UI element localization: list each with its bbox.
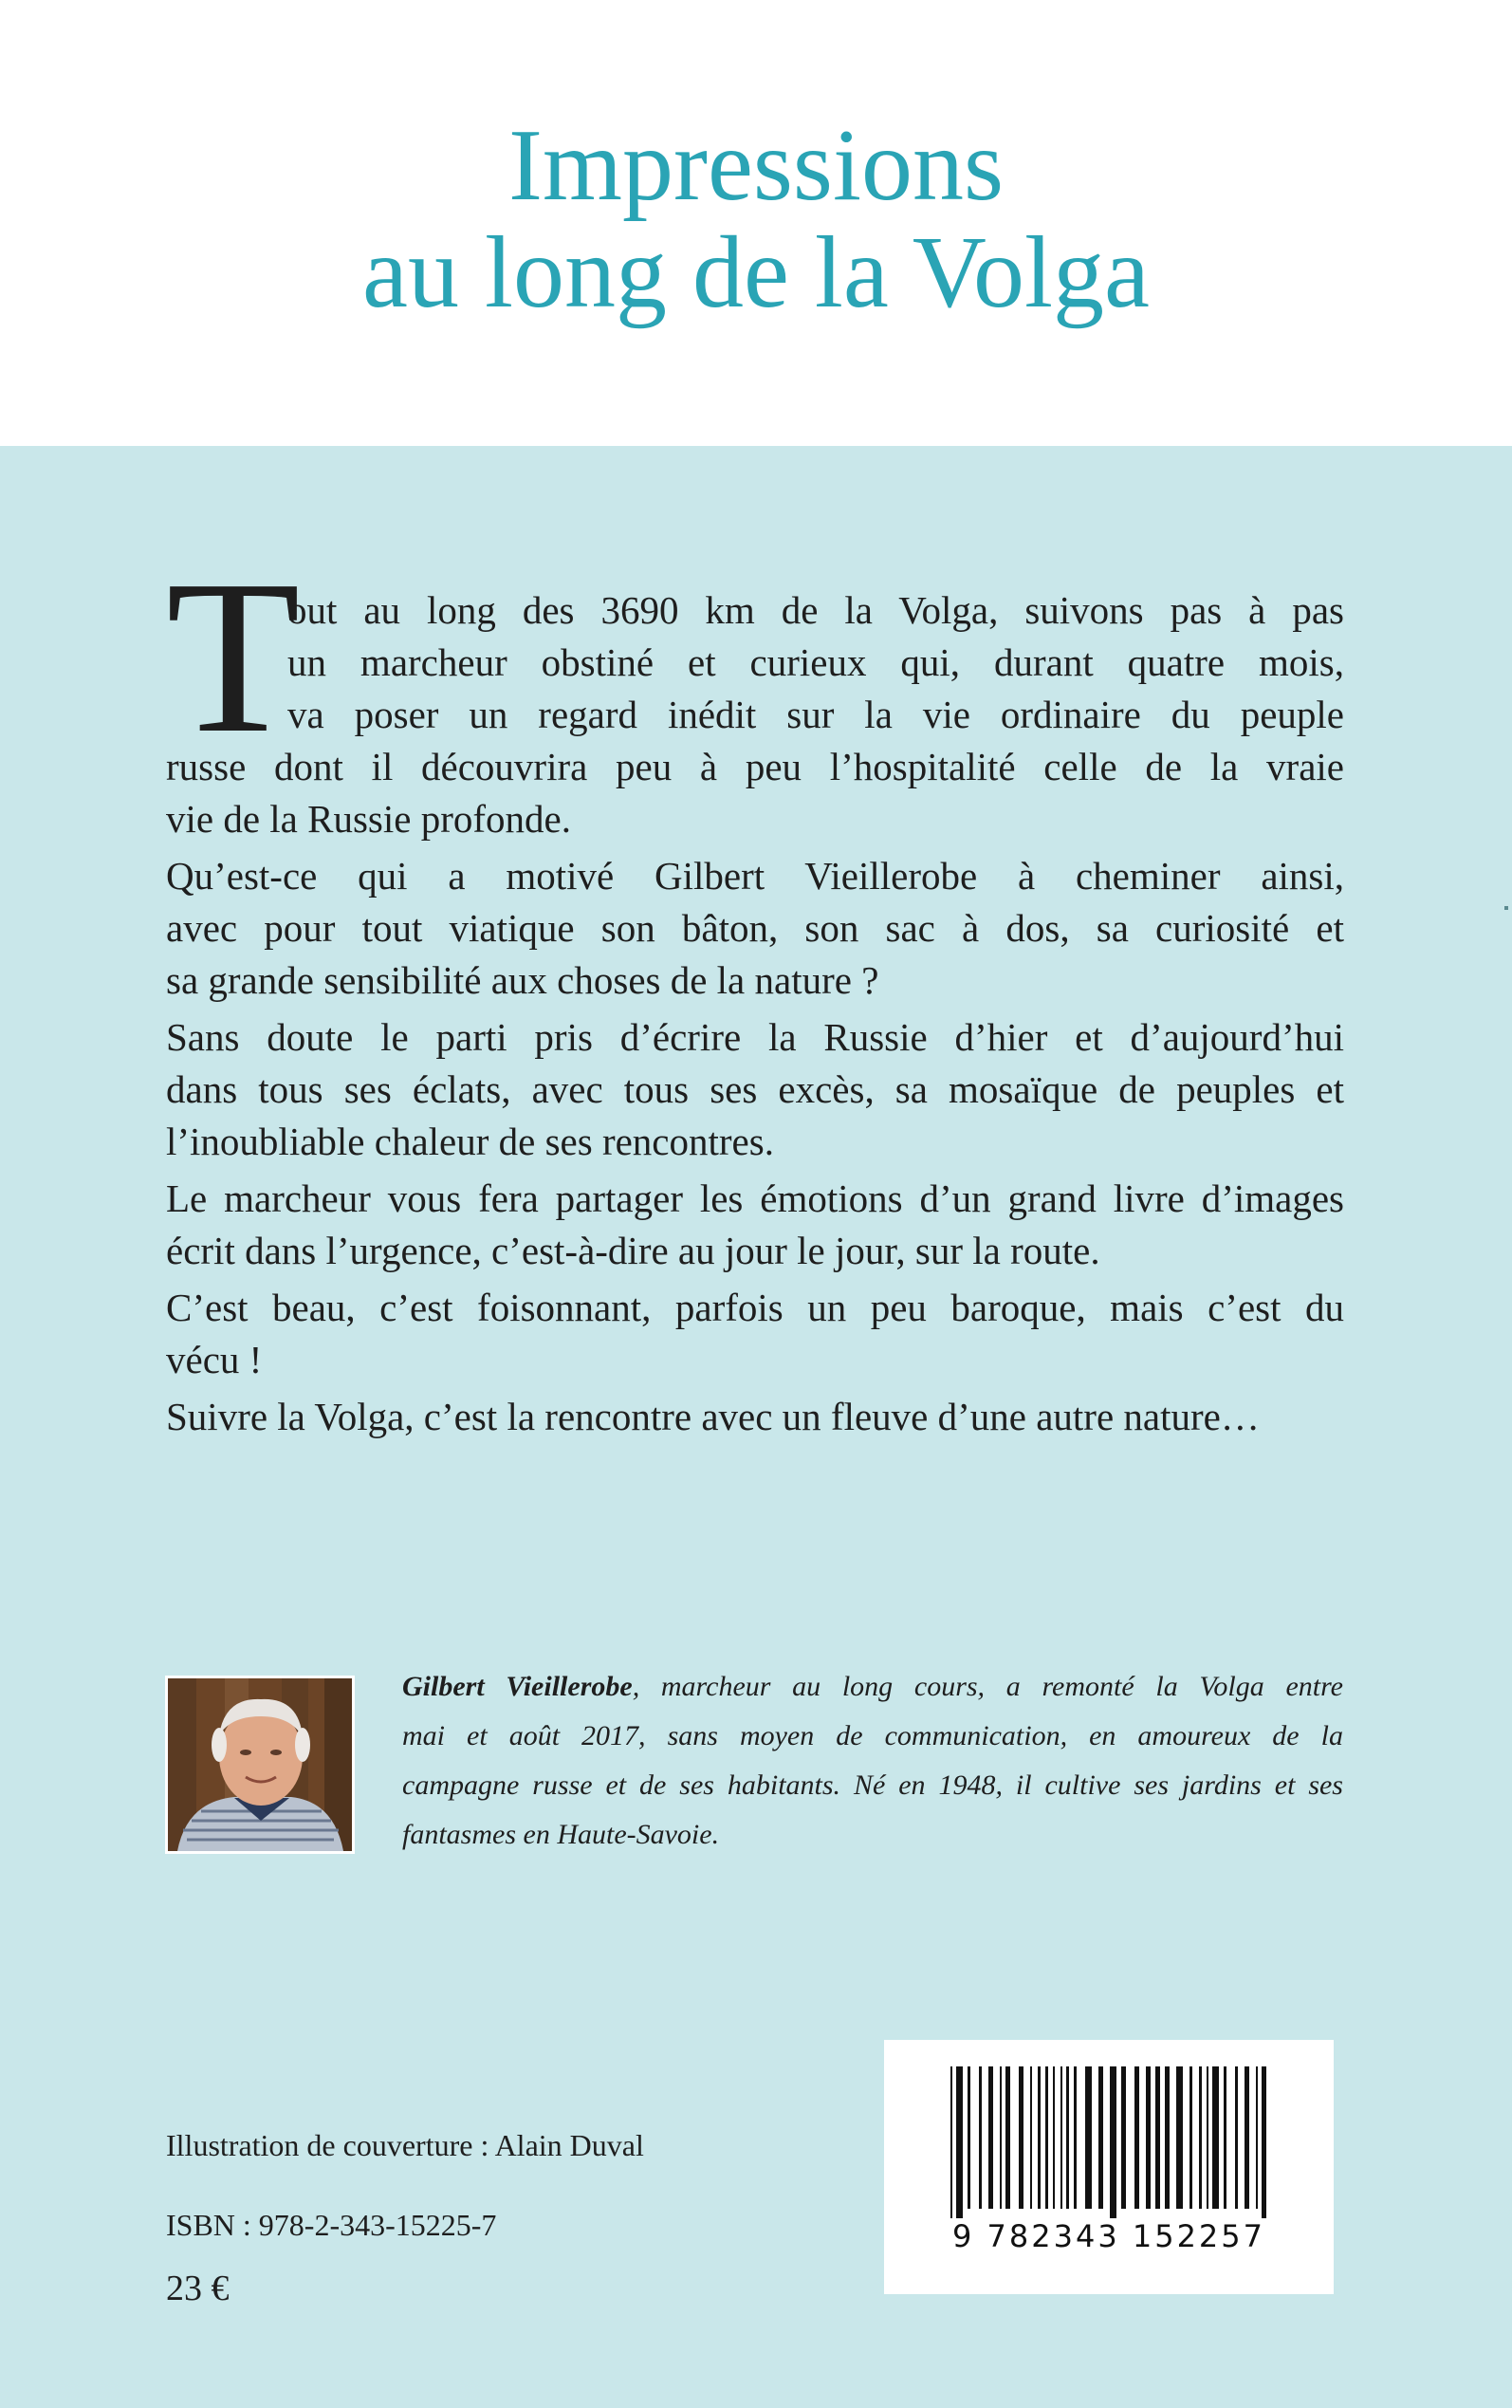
blurb-line: va poser un regard inédit sur la vie ordinaire du peuple: [287, 693, 1344, 736]
barcode-bar: [1005, 2066, 1010, 2209]
author-portrait-image: [168, 1678, 352, 1851]
barcode-bar: [968, 2066, 970, 2209]
blurb-line: Suivre la Volga, c’est la rencontre avec un fleuve d’une autre nature…: [166, 1395, 1260, 1438]
book-title-line-2: au long de la Volga: [362, 216, 1150, 329]
blurb-line: vie de la Russie profonde.: [166, 797, 571, 841]
barcode-bar: [1212, 2066, 1219, 2209]
barcode-bar: [956, 2066, 963, 2218]
barcode-bar: [1121, 2066, 1126, 2209]
author-name: Gilbert Vieillerobe: [402, 1671, 633, 1702]
isbn-label: ISBN : 978-2-343-15225-7: [166, 2208, 497, 2242]
blurb-line: dans tous ses éclats, avec tous ses excès, sa mosaïque de peuples et: [166, 1067, 1344, 1111]
barcode-bar: [1134, 2066, 1139, 2209]
barcode-bar: [1262, 2066, 1266, 2218]
blurb-line: avec pour tout viatique son bâton, son sac à dos, sa curiosité et: [166, 906, 1344, 950]
bio-line: [402, 1666, 1343, 1708]
barcode-bar: [1155, 2066, 1160, 2209]
illustration-credit: Illustration de couverture : Alain Duval: [166, 2128, 644, 2162]
blurb-line: Le marcheur vous fera partager les émotions d’un grand livre d’images: [166, 1176, 1344, 1220]
blurb-line: Sans doute le parti pris d’écrire la Russie d’hier et d’aujourd’hui: [166, 1015, 1344, 1059]
barcode-bar: [988, 2066, 993, 2209]
bio-line: mai et août 2017, sans moyen de communication, en amoureux de la: [402, 1720, 1343, 1751]
barcode-bar: [1207, 2066, 1208, 2209]
bio-line-text: , marcheur au long cours, a remonté la Volga entre: [632, 1671, 1343, 1702]
barcode-bar: [1066, 2066, 1069, 2209]
price-label: 23 €: [166, 2269, 230, 2308]
blurb-line: un marcheur obstiné et curieux qui, durant quatre mois,: [287, 640, 1344, 684]
barcode-bar: [1045, 2066, 1048, 2209]
blurb-line: C’est beau, c’est foisonnant, parfois un peu baroque, mais c’est du: [166, 1286, 1344, 1329]
barcode-bar: [1085, 2066, 1092, 2209]
barcode-bar: [1038, 2066, 1041, 2209]
edge-mark: [1504, 906, 1508, 910]
bio-line: campagne russe et de ses habitants. Né en 1948, il cultive ses jardins et ses: [402, 1769, 1343, 1801]
barcode-bar: [979, 2066, 982, 2209]
blurb-line: russe dont il découvrira peu à peu l’hospitalité celle de la vraie: [166, 745, 1344, 788]
barcode-bar: [1000, 2066, 1002, 2209]
barcode-bar: [1146, 2066, 1151, 2209]
barcode-bar: [1176, 2066, 1183, 2209]
barcode-bar: [1060, 2066, 1062, 2209]
barcode-bar: [1245, 2066, 1249, 2209]
barcode-bar: [1030, 2066, 1032, 2209]
title-area: [0, 0, 1512, 446]
blurb-line: vécu !: [166, 1338, 263, 1381]
blurb-line: sa grande sensibilité aux choses de la nature ?: [166, 958, 879, 1002]
barcode-bar: [1224, 2066, 1226, 2209]
barcode-bar: [1256, 2066, 1258, 2209]
barcode-bar: [1110, 2066, 1116, 2218]
barcode-bar: [1053, 2066, 1055, 2209]
barcode-bar: [1165, 2066, 1170, 2209]
blurb-line: out au long des 3690 km de la Volga, suivons pas à pas: [287, 588, 1344, 632]
blurb-line: Qu’est-ce qui a motivé Gilbert Vieillerobe à cheminer ainsi,: [166, 854, 1344, 898]
barcode-bar: [1074, 2066, 1077, 2209]
barcode-bars: [884, 2040, 1334, 2220]
barcode-bar: [1199, 2066, 1202, 2209]
barcode-bar: [1098, 2066, 1103, 2209]
drop-cap: T: [166, 535, 301, 779]
barcode-bar: [950, 2066, 952, 2218]
blurb-line: écrit dans l’urgence, c’est-à-dire au jour le jour, sur la route.: [166, 1229, 1100, 1272]
author-photo: [165, 1676, 355, 1854]
barcode: [884, 2040, 1334, 2294]
bio-line: fantasmes en Haute-Savoie.: [402, 1819, 720, 1850]
barcode-bar: [1235, 2066, 1238, 2209]
blurb-line: l’inoubliable chaleur de ses rencontres.: [166, 1120, 774, 1163]
barcode-bar: [1189, 2066, 1192, 2209]
barcode-bar: [1019, 2066, 1023, 2209]
book-title-line-1: Impressions: [508, 109, 1004, 222]
barcode-digits: 9 782343 152257: [951, 2218, 1265, 2254]
